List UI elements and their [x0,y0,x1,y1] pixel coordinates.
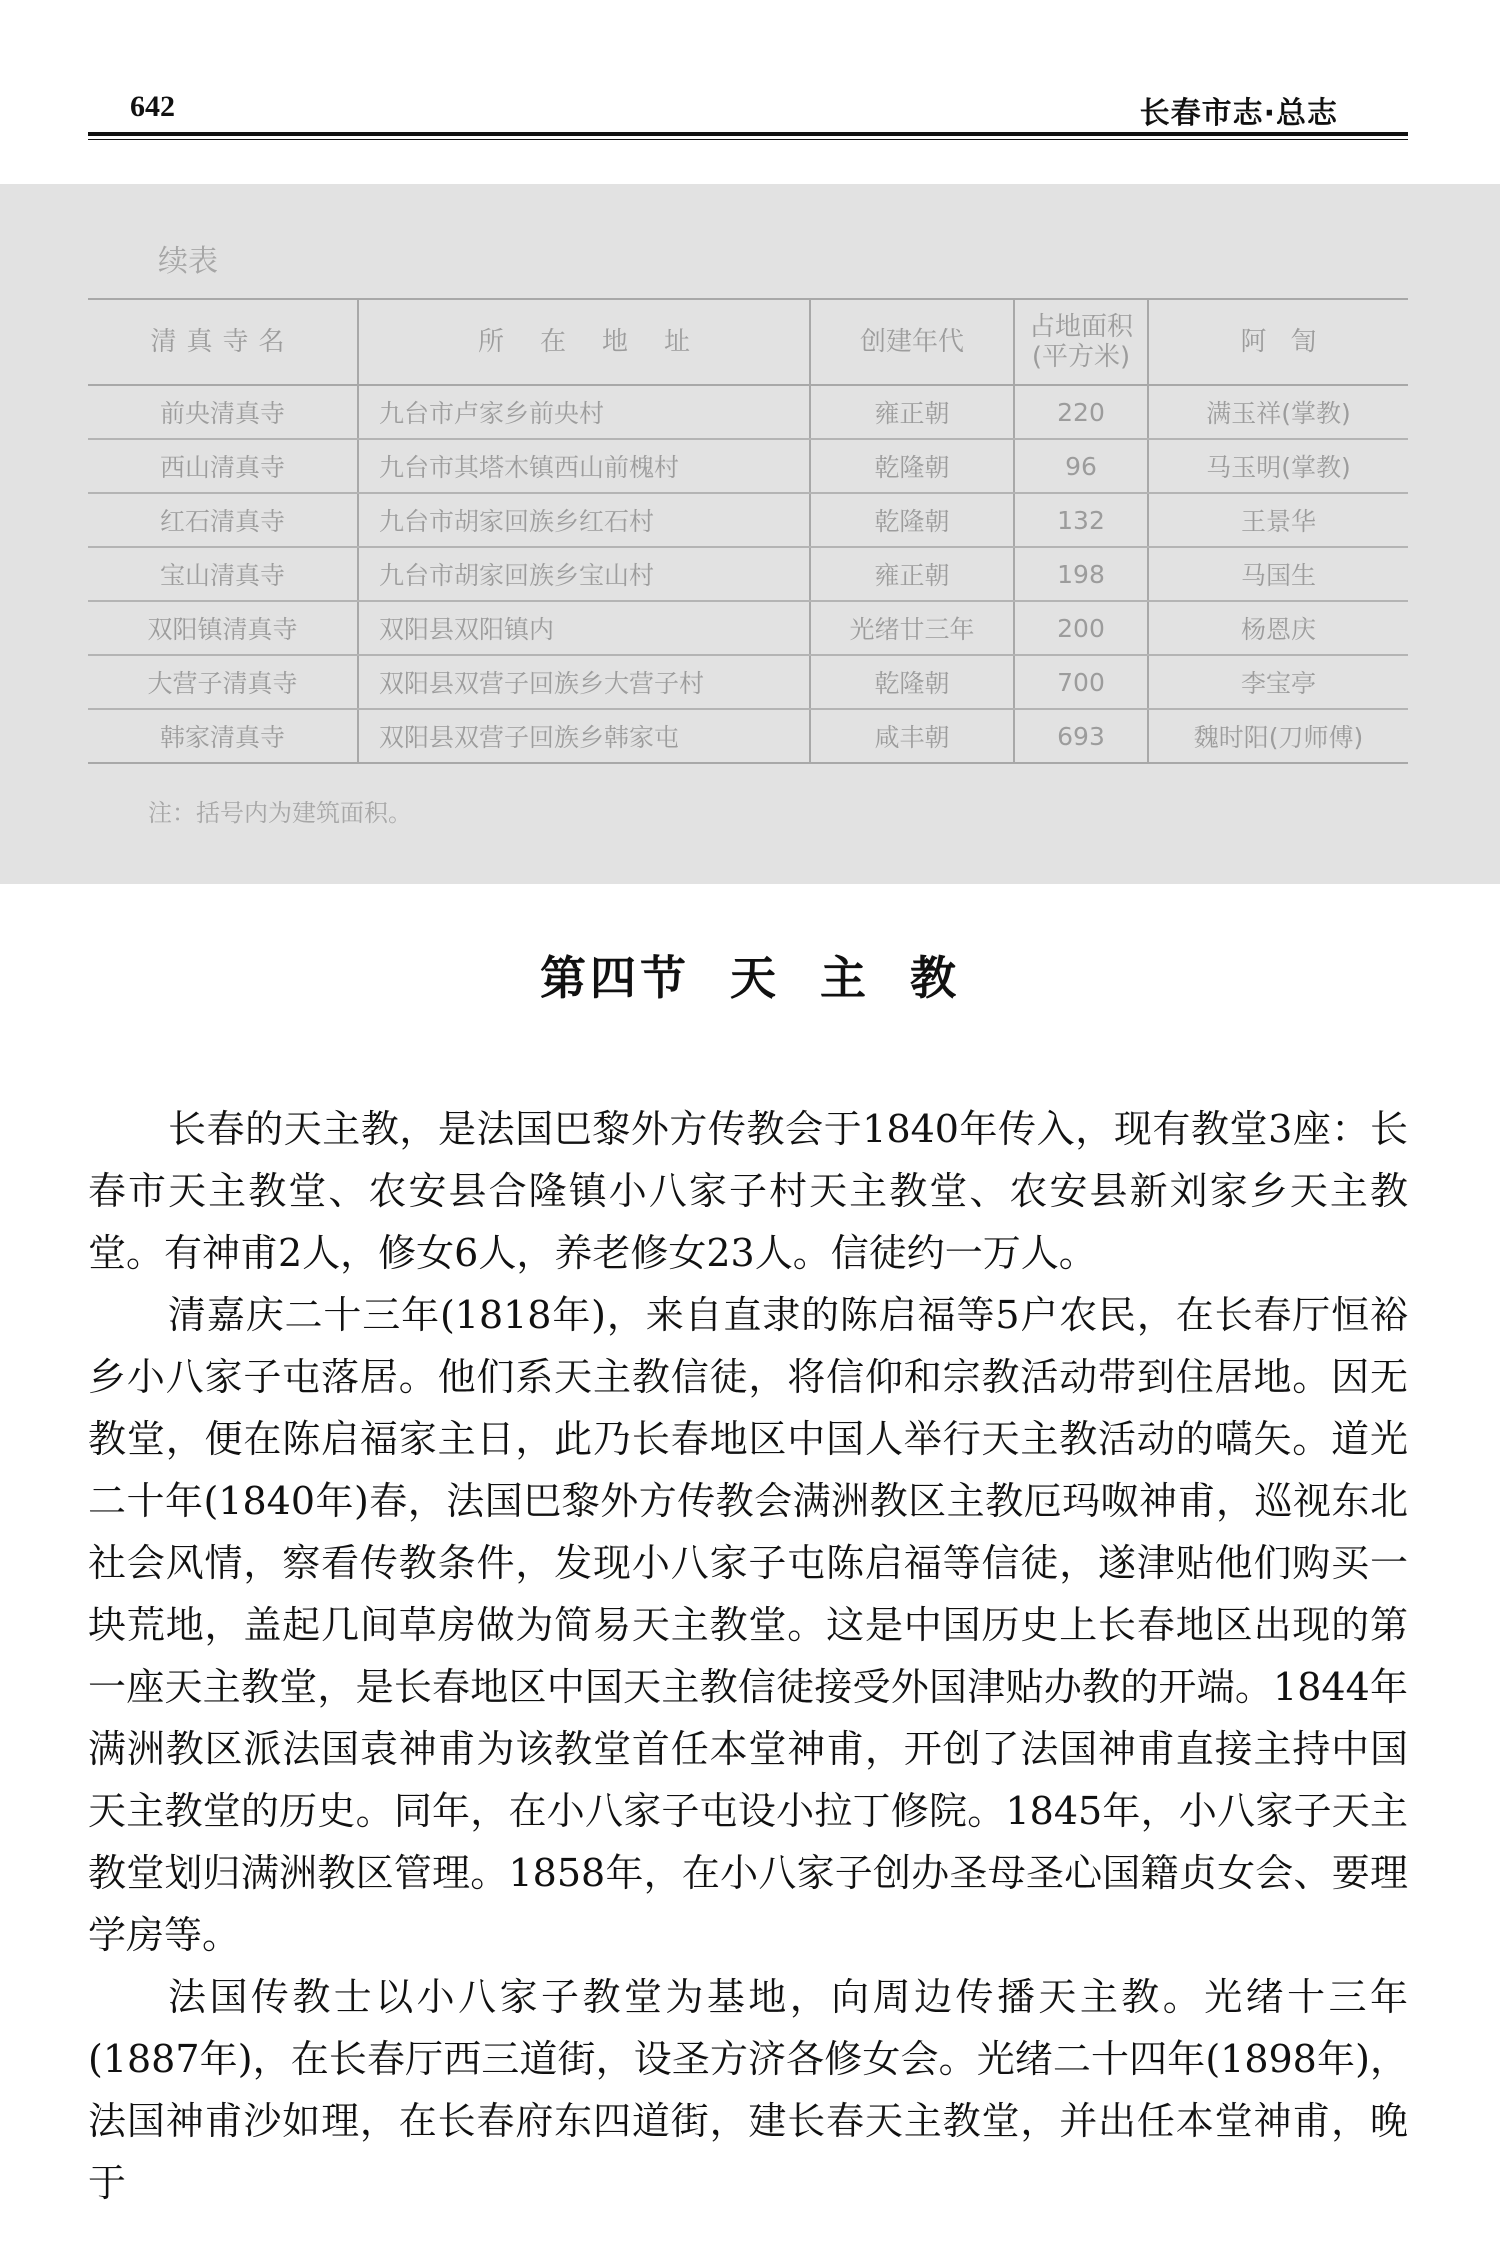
table-header-row [88,299,1408,385]
table-note: 注：括号内为建筑面积。 [148,799,412,827]
address-cell: 九台市胡家回族乡宝山村 [358,547,810,601]
mosque-name-cell: 双阳镇清真寺 [88,601,358,655]
imam-cell: 李宝亭 [1148,655,1408,709]
paragraph: 清嘉庆二十三年(1818年)，来自直隶的陈启福等5户农民，在长春厅恒裕乡小八家子屯落居。他们系天主教信徒，将信仰和宗教活动带到住居地。因无教堂，便在陈启福家主日，此乃长春地区中国人举行天主教活动的嚆矢。道光二十年(1840年)春，法国巴黎外方传教会满洲教区主教厄玛呶神甫，巡视东北社会风情，察看传教条件，发现小八家子屯陈启福等信徒，遂津贴他们购买一块荒地，盖起几间草房做为简易天主教堂。这是中国历史上长春地区出现的第一座天主教堂，是长春地区中国天主教信徒接受外国津贴办教的开端。1844年满洲教区派法国袁神甫为该教堂首任本堂神甫，开创了法国神甫直接主持中国天主教堂的历史。同年，在小八家子屯设小拉丁修院。1845年，小八家子天主教堂划归满洲教区管理。1858年，在小八家子创办圣母圣心国籍贞女会、要理学房等。 [88,1293,1408,1957]
table-caption: 续表 [158,244,218,279]
table-row [88,547,1408,601]
imam-cell: 马玉明(掌教) [1148,439,1408,493]
area-cell: 96 [1014,439,1148,493]
table-row [88,385,1408,439]
running-header [88,84,1408,131]
imam-cell: 魏时阳(刀师傅) [1148,709,1408,763]
mosque-name-cell: 红石清真寺 [88,493,358,547]
imam-cell: 满玉祥(掌教) [1148,385,1408,439]
column-header-area: 占地面积 (平方米) [1014,299,1148,385]
area-cell: 200 [1014,601,1148,655]
imam-cell: 杨恩庆 [1148,601,1408,655]
area-cell: 700 [1014,655,1148,709]
table-row [88,439,1408,493]
table-row [88,601,1408,655]
founded-era-cell: 雍正朝 [810,547,1014,601]
founded-era-cell: 乾隆朝 [810,439,1014,493]
address-cell: 九台市其塔木镇西山前槐村 [358,439,810,493]
mosque-name-cell: 前央清真寺 [88,385,358,439]
address-cell: 双阳县双阳镇内 [358,601,810,655]
area-cell: 693 [1014,709,1148,763]
address-cell: 九台市卢家乡前央村 [358,385,810,439]
table-row [88,709,1408,763]
founded-era-cell: 咸丰朝 [810,709,1014,763]
mosque-name-cell: 大营子清真寺 [88,655,358,709]
body-text [88,1098,1408,2214]
table-row [88,493,1408,547]
founded-era-cell: 雍正朝 [810,385,1014,439]
area-cell: 132 [1014,493,1148,547]
mosque-name-cell: 宝山清真寺 [88,547,358,601]
area-cell: 198 [1014,547,1148,601]
address-cell: 双阳县双营子回族乡韩家屯 [358,709,810,763]
mosque-name-cell: 西山清真寺 [88,439,358,493]
founded-era-cell: 光绪廿三年 [810,601,1014,655]
column-header-address: 所在地址 [358,299,810,385]
header-rule-thin [88,139,1408,140]
mosque-table [88,298,1408,764]
page-number: 642 [130,90,175,123]
mosque-name-cell: 韩家清真寺 [88,709,358,763]
column-header-mosque-name: 清真寺名 [88,299,358,385]
founded-era-cell: 乾隆朝 [810,493,1014,547]
address-cell: 双阳县双营子回族乡大营子村 [358,655,810,709]
paragraph: 法国传教士以小八家子教堂为基地，向周边传播天主教。光绪十三年(1887年)，在长春厅西三道街，设圣方济各修女会。光绪二十四年(1898年)，法国神甫沙如理，在长春府东四道街，建长春天主教堂，并出任本堂神甫，晚于 [88,1975,1408,2205]
header-rule [88,132,1408,136]
column-header-founded-era: 创建年代 [810,299,1014,385]
section-title: 第四节 天 主 教 [539,951,961,1005]
founded-era-cell: 乾隆朝 [810,655,1014,709]
column-header-imam: 阿訇 [1148,299,1408,385]
area-cell: 220 [1014,385,1148,439]
paragraph: 长春的天主教，是法国巴黎外方传教会于1840年传入，现有教堂3座：长春市天主教堂、农安县合隆镇小八家子村天主教堂、农安县新刘家乡天主教堂。有神甫2人，修女6人，养老修女23人。信徒约一万人。 [88,1107,1408,1275]
table-row [88,655,1408,709]
imam-cell: 王景华 [1148,493,1408,547]
book-title: 长春市志·总志 [1139,96,1338,131]
address-cell: 九台市胡家回族乡红石村 [358,493,810,547]
imam-cell: 马国生 [1148,547,1408,601]
